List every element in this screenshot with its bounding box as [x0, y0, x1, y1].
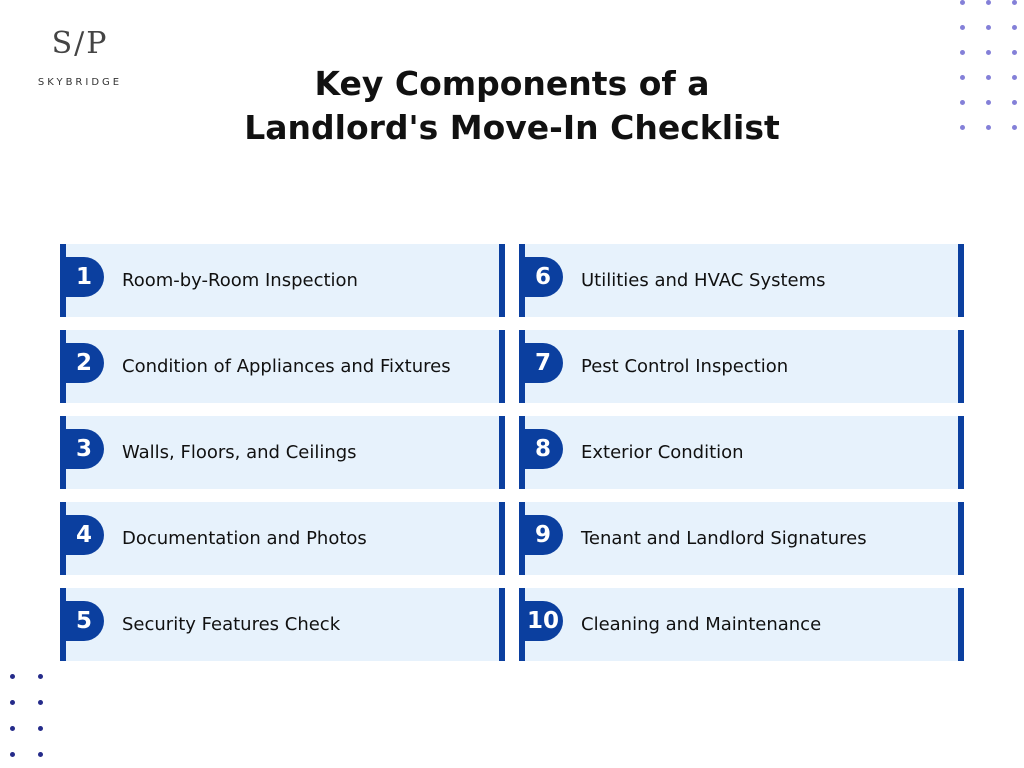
item-number-badge: 4	[64, 515, 104, 555]
item-label: Cleaning and Maintenance	[581, 614, 822, 635]
checklist-item	[519, 416, 964, 489]
checklist-item	[60, 330, 505, 403]
checklist-item	[519, 588, 964, 661]
checklist-item	[60, 502, 505, 575]
decorative-dots-bottom-left	[10, 674, 43, 757]
item-label: Exterior Condition	[581, 442, 744, 463]
title-line-2: Landlord's Move-In Checklist	[244, 108, 780, 147]
item-number-badge: 8	[523, 429, 563, 469]
item-label: Walls, Floors, and Ceilings	[122, 442, 357, 463]
checklist-item	[519, 502, 964, 575]
checklist-item	[519, 330, 964, 403]
checklist-item	[60, 588, 505, 661]
item-number-badge: 3	[64, 429, 104, 469]
title-line-1: Key Components of a	[314, 64, 710, 103]
item-label: Condition of Appliances and Fixtures	[122, 356, 451, 377]
logo-monogram: S/P	[51, 26, 109, 61]
checklist-item	[60, 244, 505, 317]
item-number-badge: 5	[64, 601, 104, 641]
item-number-badge: 6	[523, 257, 563, 297]
item-number-badge: 9	[523, 515, 563, 555]
item-number-badge: 1	[64, 257, 104, 297]
checklist-grid	[60, 244, 964, 661]
item-label: Room-by-Room Inspection	[122, 270, 358, 291]
item-number-badge: 2	[64, 343, 104, 383]
item-number-badge: 7	[523, 343, 563, 383]
item-number-badge: 10	[523, 601, 563, 641]
page-title	[0, 62, 1024, 150]
item-label: Tenant and Landlord Signatures	[581, 528, 867, 549]
item-label: Utilities and HVAC Systems	[581, 270, 826, 291]
checklist-item	[519, 244, 964, 317]
item-label: Documentation and Photos	[122, 528, 367, 549]
item-label: Pest Control Inspection	[581, 356, 789, 377]
checklist-item	[60, 416, 505, 489]
brand-name: SKYBRIDGE	[37, 77, 123, 88]
decorative-dots-top-right	[960, 0, 1017, 130]
item-label: Security Features Check	[122, 614, 341, 635]
